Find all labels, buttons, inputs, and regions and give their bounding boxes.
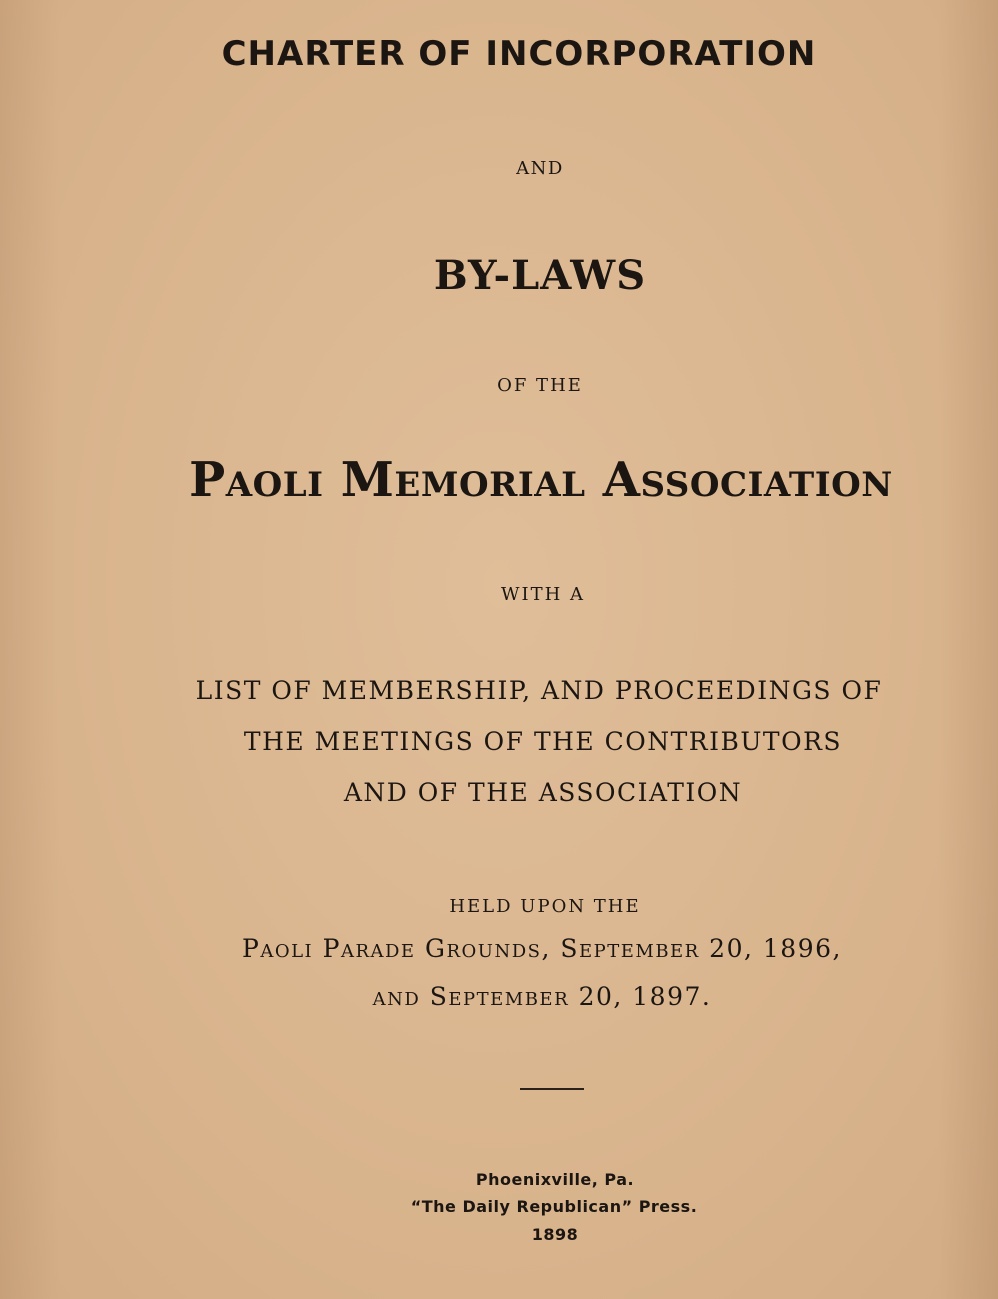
place-line-1: Paoli Parade Grounds, September 20, 1896, xyxy=(242,934,842,963)
held-upon-connector: HELD UPON THE xyxy=(449,896,641,917)
of-the-connector: OF THE xyxy=(497,375,583,396)
imprint-publisher: “The Daily Republican” Press. xyxy=(410,1197,698,1216)
description-line-3: AND OF THE ASSOCIATION xyxy=(343,778,743,807)
imprint-place: Phoenixville, Pa. xyxy=(475,1170,635,1189)
with-a-connector: WITH A xyxy=(500,584,586,605)
bylaws-heading: BY-LAWS xyxy=(433,252,647,299)
description-line-1: LIST OF MEMBERSHIP, AND PROCEEDINGS OF xyxy=(195,676,883,705)
imprint-year: 1898 xyxy=(531,1225,579,1244)
place-line-2: and September 20, 1897. xyxy=(372,982,712,1011)
charter-heading: CHARTER OF INCORPORATION xyxy=(221,34,817,74)
and-connector: AND xyxy=(516,158,564,179)
association-name: Paoli Memorial Association xyxy=(189,452,893,508)
divider-rule xyxy=(520,1088,584,1090)
description-line-2: THE MEETINGS OF THE CONTRIBUTORS xyxy=(243,727,843,756)
